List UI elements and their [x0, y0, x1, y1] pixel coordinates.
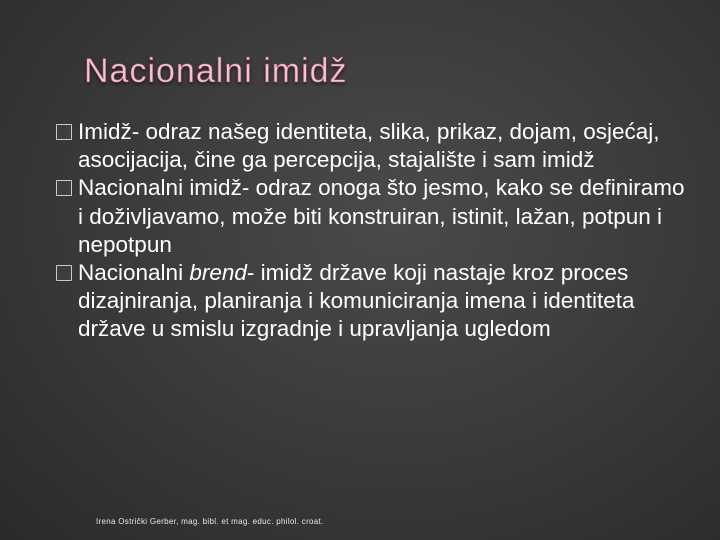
bullet-term-italic: brend	[189, 260, 247, 286]
bullet-item-nacionalni-imidz	[56, 174, 686, 259]
bullet-text: - odraz našeg identiteta, slika, prikaz, dojam, osjećaj, asocijacija, čine ga percepcija, stajalište i sam imidž	[78, 119, 660, 173]
bullet-text: - odraz onoga što jesmo, kako se definiramo i doživljavamo, može biti konstruiran, istinit, lažan, potpun i nepotpun	[78, 175, 685, 257]
square-outline-icon	[56, 124, 72, 140]
square-outline-icon	[56, 180, 72, 196]
square-outline-icon	[56, 265, 72, 281]
bullet-text: - imidž države koji nastaje kroz proces dizajniranja, planiranja i komuniciranja imena i identiteta države u smislu izgradnje i upravljanja ugledom	[78, 260, 635, 342]
bullet-item-imidz	[56, 118, 686, 174]
bullet-term: Nacionalni imidž	[78, 175, 242, 201]
bullet-term: Imidž	[78, 119, 132, 144]
bullet-item-nacionalni-brend	[56, 259, 686, 344]
bullet-list	[56, 118, 686, 344]
bullet-term: Nacionalni	[78, 260, 190, 286]
slide-title: Nacionalni imidž	[84, 52, 348, 90]
footer-author: Irena Ostrički Gerber, mag. bibl. et mag. educ. philol. croat.	[96, 517, 324, 526]
